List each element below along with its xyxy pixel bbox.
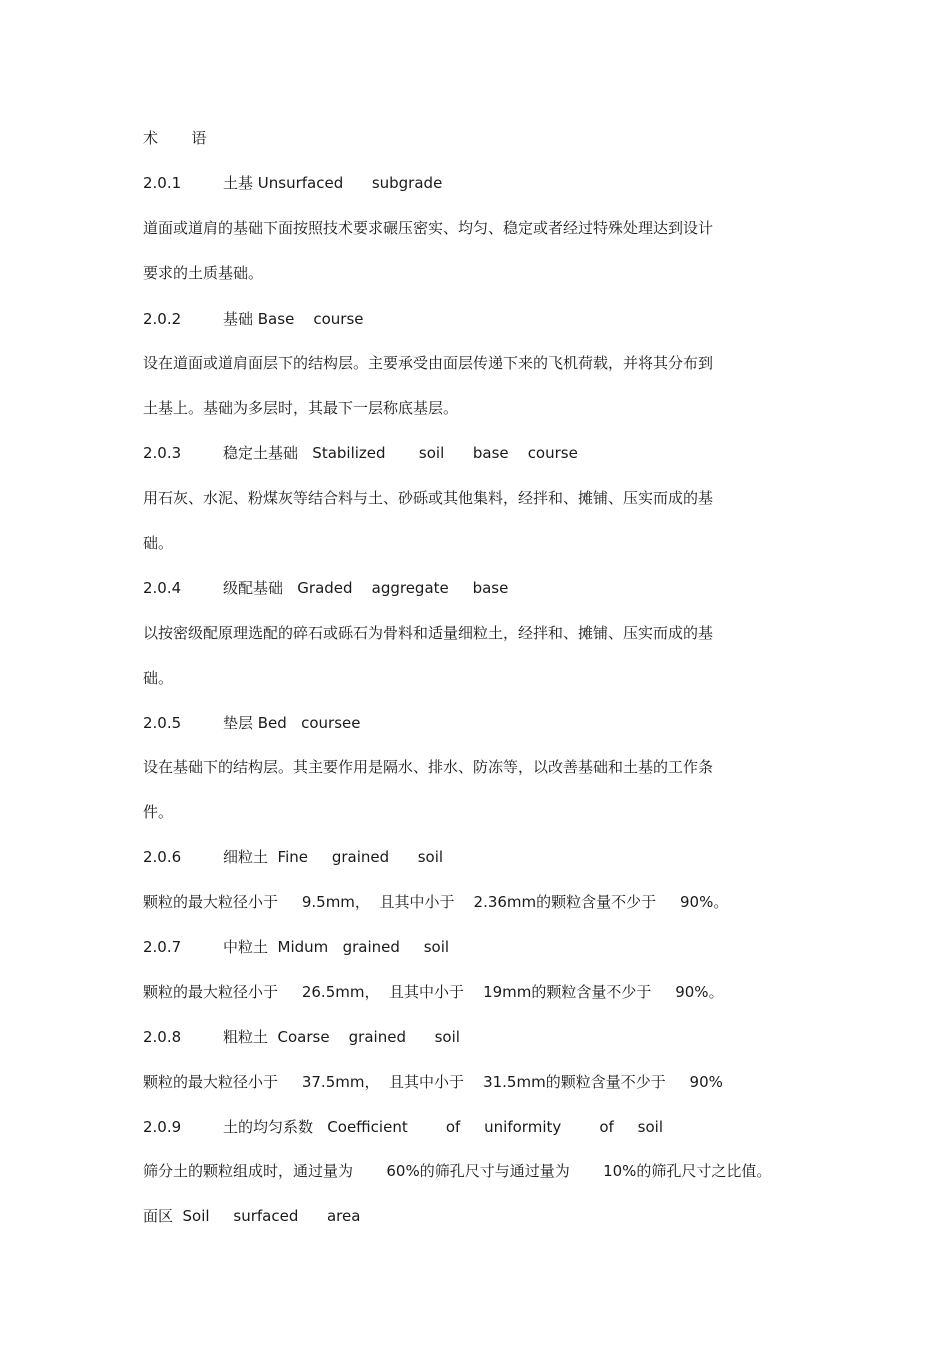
entry-number: 2.0.5: [143, 714, 182, 732]
entry-term: 土基 Unsurfaced subgrade: [223, 174, 443, 192]
entry-term: 中粒土 Midum grained soil: [223, 938, 450, 956]
entry-definition-line: 件。: [143, 803, 174, 821]
entry-number: 2.0.9: [143, 1118, 182, 1136]
entry-definition-line: 颗粒的最大粒径小于 37.5mm， 且其中小于 31.5mm的颗粒含量不少于 90%: [143, 1073, 723, 1091]
entry-number: 2.0.2: [143, 310, 182, 328]
entry-number: 2.0.6: [143, 848, 182, 866]
entry-heading: [143, 309, 364, 329]
entry-definition-line: 要求的土质基础。: [143, 264, 264, 282]
section-title: 术 语: [143, 129, 207, 147]
entry-definition-line: 础。: [143, 669, 174, 687]
entry-definition-line: 设在基础下的结构层。其主要作用是隔水、排水、防冻等，以改善基础和土基的工作条: [143, 758, 714, 776]
entry-heading: [143, 937, 449, 957]
entry-definition-line: 颗粒的最大粒径小于 9.5mm， 且其中小于 2.36mm的颗粒含量不少于 90%。: [143, 893, 729, 911]
entry-heading: [143, 578, 508, 598]
entry-term: 粗粒土 Coarse grained soil: [223, 1028, 460, 1046]
entry-number: 2.0.4: [143, 579, 182, 597]
entry-heading: [143, 1027, 460, 1047]
entry-heading: [143, 1117, 663, 1137]
entry-definition-line: 筛分土的颗粒组成时，通过量为 60%的筛孔尺寸与通过量为 10%的筛孔尺寸之比值。: [143, 1162, 772, 1180]
entry-number: 2.0.8: [143, 1028, 182, 1046]
entry-definition-line: 颗粒的最大粒径小于 26.5mm， 且其中小于 19mm的颗粒含量不少于 90%。: [143, 983, 724, 1001]
entry-heading: [143, 713, 360, 733]
entry-heading: [143, 443, 578, 463]
entry-heading: [143, 847, 443, 867]
entry-term: 土的均匀系数 Coefficient of uniformity of soil: [223, 1118, 664, 1136]
entry-definition-line: 以按密级配原理选配的碎石或砾石为骨料和适量细粒土，经拌和、摊铺、压实而成的基: [143, 624, 714, 642]
entry-number: 2.0.1: [143, 174, 182, 192]
entry-definition-line: 道面或道肩的基础下面按照技术要求碾压密实、均匀、稳定或者经过特殊处理达到设计: [143, 219, 714, 237]
entry-term: 细粒土 Fine grained soil: [223, 848, 444, 866]
entry-term: 稳定土基础 Stabilized soil base course: [223, 444, 578, 462]
entry-number: 2.0.7: [143, 938, 182, 956]
entry-definition-line: 土基上。基础为多层时，其最下一层称底基层。: [143, 399, 459, 417]
entry-definition-line: 础。: [143, 534, 174, 552]
entry-number: 2.0.3: [143, 444, 182, 462]
entry-term: 垫层 Bed coursee: [223, 714, 361, 732]
entry-definition-line: 设在道面或道肩面层下的结构层。主要承受由面层传递下来的飞机荷载，并将其分布到: [143, 354, 714, 372]
entry-heading: [143, 173, 442, 193]
entry-definition-line: 用石灰、水泥、粉煤灰等结合料与土、砂砾或其他集料，经拌和、摊铺、压实而成的基: [143, 489, 714, 507]
entry-term: 级配基础 Graded aggregate base: [223, 579, 509, 597]
entry-term: 基础 Base course: [223, 310, 364, 328]
last-line: 面区 Soil surfaced area: [143, 1207, 361, 1225]
